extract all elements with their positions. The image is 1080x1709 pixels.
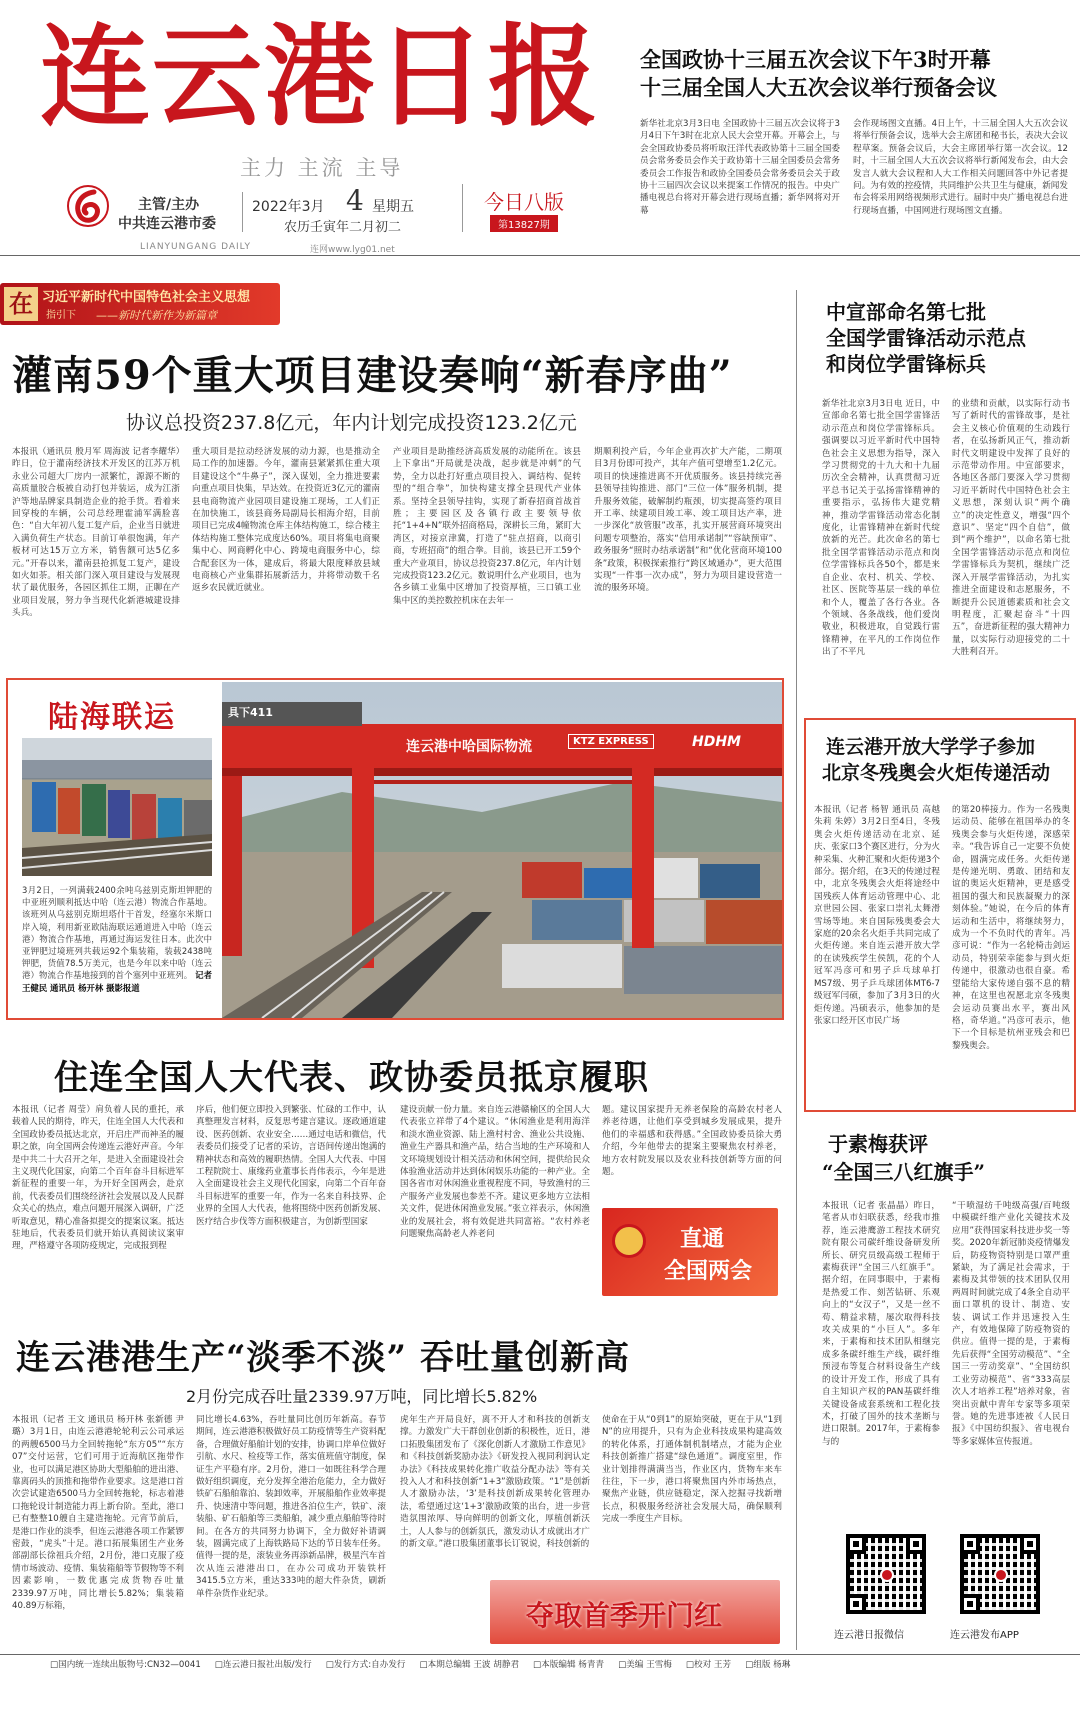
sponsor-line2: 中共连云港市委 xyxy=(118,216,216,232)
lead-col4: 期顺利投产后，今年企业再次扩大产能，二期项目3月份即可投产，其年产值可望增至1.2亿元。项目的快速推进离不开优质服务。该县持续完善县领导挂钩推进、部门“三位一体”服务机制，提升服务效能，破解制约瓶颈，切实提高签约项目开工率、续建项目竣工率、竣工项目达产率，进一步深化“放管服”改革，扎实开展营商环境突出问题专项整治，落实“信用承诺制”“容缺预审”、政务服务“照时办结承诺制”和“优化营商环境100条”政策，积极探索推行“跨区域通办”，更大范围实现“一件事一次办成”，努力为项目建设营造一流的服务环境。 xyxy=(594,447,782,594)
photo-credit: 记者 王健民 通讯员 杨开林 摄影报道 xyxy=(22,970,212,993)
lei-feng-headline2: 全国学雷锋活动示范点 xyxy=(826,326,1026,350)
torch-headline1: 连云港开放大学学子参加 xyxy=(826,736,1036,758)
npc-col2: 序后，他们便立即投入到繁张、忙碌的工作中，认真整理发言材料，反复思考建言建议。逐政通道建设、医药创新、农业安全……通过电话和微信，代表委员们接受了记者的采访，言语间传递出饱满的精神状态和高效的履职热情。全国人大代表、中国工程院院士、康缘药业董事长肖伟表示，今年是进入全面建设社会主义现代化国家，向第二个百年奋斗目标进军的重要一年，作为一名来自科技界、企业界的全国人大代表，他将围绕中医药创新发展、医疗结合步伐等方面积极建言，为创新型国家 xyxy=(196,1105,386,1227)
lead-col3: 产业项目是助推经济高质发展的动能所在。该县上下拿出“开局就是决战，起步就是冲刺”的气势，全力以赴打好重点项目投入、调结构、促转型的“组合拳”，加快构建支撑全县现代产业体系。坚持全县领导挂钩，实现了新春招商首战首胜；主要园区及各镇行政主要领导依托“1+4+N”联外招商格局，深耕长三角，紧盯大湾区，对接京津冀，打造了“驻点招商，以商引商，专班招商”的组合拳。目前，该县已开工59个重大产业项目，协议总投资237.8亿元，年内计划完成投资123.2亿元。数说明什么产业项目，也为各乡镇工业集中区增加了投资厚植，三口镇工业集中区的美控数控机床在去年一 xyxy=(393,447,581,606)
lead-headline: 灌南59个重大项目建设奏响“新春序曲” xyxy=(12,352,733,399)
wechat-qr-label: 连云港日报微信 xyxy=(834,1630,904,1641)
npc-col4: 题。建议国家提升无养老保险的高龄农村老人养老待遇，让他们享受到城乡发展成果，提升他们的幸福感和获得感。”全国政协委员徐大勇介绍，今年他带去的提案主要聚焦农村养老，地方农村院发展以及农业科技创新等方面的问题。 xyxy=(602,1105,782,1178)
date-month: 2022年3月 xyxy=(252,199,325,215)
lei-feng-headline3: 和岗位学雷锋标兵 xyxy=(826,352,986,376)
date-day: 4 xyxy=(346,184,364,217)
top-story-col1: 新华社北京3月3日电 全国政协十三届五次会议将于3月4日下午3时在北京人民大会堂开幕。开幕会上，与会全国政协委员将听取汪洋代表政协第十三届全国委员会常务委员会作关于政协第十三届全国委员会常务委员会工作报告和政协全国委员会常务委员会关于政协十三届四次会议以来提案工作情况的报告。中央广播电视总台将对开幕会进行现场直播；新华网将对开幕 xyxy=(640,119,840,216)
yu-sumei-headline1: 于素梅获评 xyxy=(828,1132,928,1156)
torch-col1: 本报讯（记者 杨智 通讯员 高越 朱莉 朱婷）3月2日至4日，冬残奥会火炬传递活动在北京、延庆、张家口3个赛区进行，分为火种采集、火种汇聚和火炬传递3个部分。据介绍，在3天的传递过程中，北京冬残奥会火炬将途经中国残疾人体育运动管理中心、北京世园公园、张家口崇礼太舞滑雪场等地。来自国际残奥委会大家庭的20余名火炬手共同完成了火炬传递。来自连云港开放大学的在读残疾学生侯凯，花的个人冠军冯彦可和男子乒乓球单打MS7级、男子乒乓球团体MT6-7级冠军闫硕，参加了3月3日的火炬传递。冯硕表示，他参加的是张家口经开区市民广场 xyxy=(814,805,940,1026)
crane-sign: 连云港中哈国际物流 xyxy=(406,739,532,755)
crane-sign-3: HDHM xyxy=(692,734,741,750)
top-story-headline2: 十三届全国人大五次会议举行预备会议 xyxy=(640,75,997,100)
app-qr-label: 连云港发布APP xyxy=(950,1630,1019,1641)
top-story-headline1: 全国政协十三届五次会议下午3时开幕 xyxy=(640,47,991,72)
issue-badge: 第13827期 xyxy=(490,215,558,232)
paper-logo-icon xyxy=(66,184,110,228)
national-emblem-icon xyxy=(612,1224,646,1258)
masthead-divider xyxy=(242,192,243,232)
yu-sumei-col2: “干喷湿纺千吨级高强/百吨级中模碳纤维产业化关键技术及应用”获得国家科技进步奖一等奖。2020年新冠肺炎疫情爆发后，防疫物资特别是口罩严重紧缺，为了满足社会需求，于素梅及其带领的技术团队仅用两周时间就完成了4条全自动平面口罩机的设计、制造、安装、调试工作并迅速投入生产，有效地保障了防疫物资的供应。值得一提的是，于素梅先后获得“全国劳动模范”、“全国三一劳动奖章”、“全国纺织工业劳动模范”、省“333高层次人才培养工程”培养对象，省突出贡献中青年专家等多项荣誉。她的先进事迹被《人民日报》《中国纺织报》、省电视台等多家媒体宣传报道。 xyxy=(952,1201,1070,1447)
port-subhead: 2月份完成吞吐量2339.97万吨，同比增长5.82% xyxy=(186,1387,538,1406)
quarter-banner xyxy=(490,1580,780,1644)
quarter-banner-text: 夺取首季开门红 xyxy=(526,1599,723,1632)
series-title: 习近平新时代中国特色社会主义思想 xyxy=(42,290,251,305)
date-weekday: 星期五 xyxy=(372,199,414,215)
masthead-rule xyxy=(0,255,1080,256)
photo-section xyxy=(6,678,784,1020)
photo-caption xyxy=(22,884,212,1016)
footer-proofreader: □校对 王芳 xyxy=(685,1660,732,1670)
sponsor-line1: 主管/主办 xyxy=(138,197,200,213)
footer-page-editor: □本版编辑 杨青青 xyxy=(533,1660,605,1670)
masthead-slogan: 主力 主流 主导 xyxy=(240,156,404,180)
footer-serial: □国内统一连续出版物号:CN32—0041 xyxy=(50,1660,201,1670)
footer-art-editor: □美编 王雪梅 xyxy=(618,1660,672,1670)
badge-line1: 直通 xyxy=(680,1226,725,1252)
npc-col1: 本报讯（记者 周莹）肩负着人民的重托，承载着人民的期待，昨天，住连全国人大代表和全国政协委员抵达北京，开启庄严而神圣的履职之旅，向全国两会传递连云港好声音。今年是中共二十大召开之年，是进入全面建设社会主义现代化国家，向第二个百年奋斗目标进军新征程的重要一年，为开好全国两会，赴京前，代表委员们围绕经济社会发展以及人民群众关心的热点，难点问题开展深入调研，广泛听取意见，精心准备拟提交的提案议案。抵达驻地后，代表委员们就开始认真阅读议案审理，严格遵守各项防疫规定，完成报到程 xyxy=(12,1105,184,1252)
app-qr-code xyxy=(960,1534,1040,1614)
port-photo xyxy=(222,682,782,1018)
footer-layout: □组版 杨琳 xyxy=(745,1660,791,1670)
lead-subhead: 协议总投资237.8亿元，年内计划完成投资123.2亿元 xyxy=(126,412,577,434)
masthead xyxy=(0,0,1080,255)
train-sign: 具下411 xyxy=(228,706,273,719)
series-tagline: ——新时代新作为新篇章 xyxy=(96,309,217,322)
npc-headline: 住连全国人大代表、政协委员抵京履职 xyxy=(54,1058,649,1098)
top-story-col2: 会作现场图文直播。4日上午，十三届全国人大五次会议将举行预备会议，选举大会主席团和秘书长，表决大会议程草案。预备会议后，大会主席团举行第一次会议。12时，十三届全国人大五次会议将举行新闻发布会，由大会发言人就大会议程和人大工作相关问题回答中外记者提问。为有效的控疫情，共同维护公共卫生与健康，新闻发布会将采用网络视频形式进行。届时中央广播电视总台进行现场直播，中国网进行现场图文直播。 xyxy=(853,119,1068,216)
masthead-title: 连云港日报 xyxy=(40,12,600,141)
crane-sign-2: KTZ EXPRESS xyxy=(568,734,654,749)
footer-rule xyxy=(0,1654,1080,1655)
wechat-qr-code xyxy=(846,1534,926,1614)
date-lunar: 农历壬寅年二月初二 xyxy=(284,220,402,235)
series-banner xyxy=(0,283,280,325)
website: 连网www.lyg01.net xyxy=(310,245,395,255)
yu-sumei-headline2: “全国三八红旗手” xyxy=(822,1160,986,1184)
right-column-rule xyxy=(796,290,797,1650)
port-col4: 使命在于从“0到1”的原始突破，更在于从“1到N”的应用提升，只有为企业科技成果构建高效的转化体系，打通体制机制堵点，才能为企业科技创新推广搭建“绿色通道”。调度室里，作业计划排得满满当当，作业区内，货物车来车往往，下一步，港口将聚焦国内外市场热点，聚焦产业链，供应链稳定，深入挖掘寻找新增长点，积极服务经济社会发展大局，确保顺利完成一季度生产目标。 xyxy=(602,1415,782,1525)
two-sessions-badge xyxy=(602,1208,778,1296)
series-sub: 指引下 xyxy=(46,310,76,321)
port-headline: 连云港港生产“淡季不淡” 吞吐量创新高 xyxy=(16,1338,630,1378)
lei-feng-col2: 的业绩和贡献，以实际行动书写了新时代的雷锋故事，是社会主义核心价值观的生动践行者，在弘扬新风正气，推动新时代文明建设中发挥了良好的示范带动作用。中宣部要求，各地区各部门要深入学习贯彻习近平新时代中国特色社会主义思想，深刻认识“两个确立”的决定性意义，增强“四个意识”、坚定“四个自信”，做到“两个维护”，以命名第七批全国学雷锋活动示范点和岗位学雷锋标兵为契机，继续广泛深入开展学雷锋活动，为扎实推进全面建设和志愿服务，不断提升公民道德素质和社会文明程度，汇聚起奋斗“十四五”，奋进新征程的强大精神力量，以实际行动迎接党的二十大胜利召开。 xyxy=(952,399,1070,658)
torch-headline2: 北京冬残奥会火炬传递活动 xyxy=(822,762,1051,784)
badge-line2: 全国两会 xyxy=(664,1258,753,1284)
port-col1: 本报讯（记者 王文 通讯员 杨开林 张新德 尹璐）3月1日，由连云港港轮轮利云公司承运的两艘6500马力全回转拖轮“东方05”“东方07”交付运营，它们可用于近海航区拖带作业，也可以满足港区协助大型船舶的进出港、靠离码头的顶推和拖带作业要求。这是港口首次尝试建造6500马力全回转拖轮，标志着港口拖轮设计制造能力再上新台阶。至此，港口已有整整10艘自主建造拖轮。元宵节前后，是港口作业的淡季，但连云港港各项工作紧锣密鼓，“虎头”十足。港口拓展集团生产业务部副部长徐祖兵介绍，2月份，港口克服了疫情市场波动、疫情、集装箱船等节假物等不利因素影响，一数优惠完成货物吞吐量2339.97万吨，同比增长5.82%；集装箱40.89万标箱， xyxy=(12,1415,184,1612)
lei-feng-col1: 新华社北京3月3日电 近日，中宣部命名第七批全国学雷锋活动示范点和岗位学雷锋标兵。强调要以习近平新时代中国特色社会主义思想为指导，深入学习贯彻党的十九大和十九届历次全会精神，认真贯彻习近平总书记关于弘扬雷锋精神的重要指示，弘扬伟大建党精神，推动学雷锋活动常态化制度化，让雷锋精神在新时代绽放新的光芒。此次命名的第七批全国学雷锋活动示范点和岗位学雷锋标兵各50个，都是来自企业、农村、机关、学校、社区、医院等基层一线的单位和个人，覆盖了各行各业。各个领域、各条战线，他们爱岗敬业，积极进取，自觉践行雷锋精神，在平凡的工作岗位作出了不平凡 xyxy=(822,399,940,658)
english-name: LIANYUNGANG DAILY xyxy=(140,242,251,252)
torch-col2: 的第20棒接力。作为一名残奥运动员、能够在祖国举办的冬残奥会参与火炬传递，深感荣幸。“我告诉自己一定要不负使命，圆满完成任务。火炬传递是传递光明、勇敢、团结和友谊的奥运火炬精神，更是感受祖国的强大和民族凝聚力的深刻体验。”她说，在今后的体育运动和生活中，将继续努力，成为一个不负时代的青年。冯彦可说：“作为一名轮椅击剑运动员，特别荣幸能参与到火炬传递中，很激动也很自豪。希望能给大家传递自强不息的精神，在这里也祝愿北京冬残奥会运动员赛出水平，赛出风格，奇华道。”冯彦可表示，他下一个目标是杭州亚残会和巴黎残奥会。 xyxy=(952,805,1070,1051)
photo-caption-text: 3月2日，一列满载2400余吨乌兹别克斯坦钾肥的中亚班列顺利抵达中哈（连云港）物流合作基地。该班列从乌兹别克斯坦塔什干首发，经塞尔米斯口岸入境，利用新亚欧陆海联运通道进入中哈（连云港）物流合作基地，再通过海运发往日本。此次中亚钾肥过境班列共载运92个集装箱，装载2438吨钾肥，货值78.5万美元，也是今年以来中哈（连云港）物流合作基地接到的首个塞列中亚班列。 xyxy=(22,885,212,981)
footer-publisher: □连云港日报社出版/发行 xyxy=(214,1660,312,1670)
footer-chief-editor: □本期总编辑 王波 胡静君 xyxy=(419,1660,520,1670)
lei-feng-headline1: 中宣部命名第七批 xyxy=(826,300,986,324)
lead-col2: 重大项目是拉动经济发展的动力源，也是推动全局工作的加速器。今年，灌南县紧紧抓住重大项目建设这个“牛鼻子”，深入谋划，全力推进要素向重点项目快集，早达效。在投资近3亿元的灌南县电商物流产业园项目建设施工现场，工人们正在加快施工，该县商务局副局长相海介绍，目前项目已完成4幢物流仓库主体结构施工，综合楼主体结构施工整体完成度达60%。项目将集电商聚集中心、网商孵化中心、跨境电商服务中心，综合配套区为一体，建成后，将最大限度释放县域电商核心产业集群拓展新活力，并将带动数千名返乡农民就近就业。 xyxy=(192,447,380,594)
photo-label: 陆海联运 xyxy=(48,700,176,735)
series-banner-seal: 在 xyxy=(4,287,38,321)
footer xyxy=(50,1658,1080,1674)
masthead-divider-2 xyxy=(462,184,463,232)
port-col3: 虎年生产开局良好，离不开人才和科技的创新支撑。力激发广大干群创业创新的积极性，近日，港口拓股集团发布了《深化创新人才激励工作意见》和《科技创新奖励办法》《研发投入视同利润认定办法》《科技成果转化推广收益分配办法》等有关投入人才和科技创新“1+3”激励政策。“1”是创新人才激励办法，‘3’是科技创新成果转化管理办法，希望通过这‘1+3’激励政策的出台，进一步营造氛围浓厚、导向鲜明的创新文化，厚植创新沃土，人人参与的创新氛氏，激发动认才成就出才广的新文章。”港口股集团董事长订锐说，科技创新的 xyxy=(400,1415,590,1550)
edition: 今日八版 xyxy=(484,190,564,214)
lead-col1: 本报讯（通讯员 殷月军 周海波 记者李耀华）昨日，位于灌南经济技术开发区的江苏万机永业公司超大厂房内一派繁忙，源源不断的高质量胶合板被自动打包并装运，成为江浙沪等地品牌家具制造企业的抢手货。看着来回穿梭的车辆，公司总经理霍浦军满脸喜色：“自大年初八复工复产后，企业当日就进入满负荷生产状态。目前订单很饱满，年产板材可达15万立方米，销售额可达5亿多元。”开春以来，灌南县抢抓复工复产，建设如火如荼。相关部门深入项目建设与发展现状了最优服务，各园区抓住工期，正聊在产业项目发展，努力争当现代化新港城建设排头兵。 xyxy=(12,447,180,619)
npc-col3: 建设贡献一份力量。来自连云港赣榆区的全国人大代表张立祥带了4个建议。“休闲渔业是利用海洋和淡水渔业资源、陆上渔村村舍、渔业公共设施、渔业生产器具和渔产品，结合当地的生产环境和人文环境规划设计相关活动和休闲空间，提供给民众体验渔业活动并达到休闲娱乐功能的一种产业。全国各省市对休闲渔业重视程度不同，导致渔村的三产服务产业发展也参差不齐。建议更多地方立法相关文件，促进休闲渔业发展。”张立祥表示，休闲渔业的发展社会，将有效促进共同富裕。“农村养老问题聚焦高龄老人养老问 xyxy=(400,1105,590,1240)
yu-sumei-col1: 本报讯（记者 张晶晶）昨日，笔者从市妇联获悉，经我市推荐，连云港鹰游工程技术研究院有限公司碳纤维设备研发所所长、研究员级高级工程师于素梅获评“全国三八红旗手”。据介绍，在同事眼中，于素梅是热爱工作、刻苦钻研、乐观向上的“女汉子”，又是一丝不苟、精益求精，屡次取得科技攻关成果的“小巨人”。多年来，于素梅和技术团队相继完成多条碳纤维生产线，碳纤维预浸布等复合材料设备生产线的设计开发工作，形成了具有自主知识产权的PAN基碳纤维关键设备成套系统和工程化技术，打破了国外的技术垄断与进口限制。2017年，于素梅参与的 xyxy=(822,1201,940,1447)
port-col2: 同比增长4.63%，吞吐量同比创历年新高。春节期间，连云港港积极做好员工防疫情等生产资料配备，合理做好船舶计划的安排，协调口岸单位做好引航、水尺、检疫等工作，落实值班值守制度，保证生产平稳有序。2月份，港口一如既往科学合理做好组织调度，充分发挥全港治危能力，全力做好铁矿石船舶靠泊、装卸效率，开展船舶作业效率提升、快速清中等问题，推进各泊位生产，铁矿、滚装船、矿石船舶等三类船舶，减少重点船舶等待时间。在各方的共同努力协调下，全力做好补请调装，圆满完成了上海铁路局下达的节日装车任务。值得一提的是，滚装业务再添新品牌，极星汽车首次从连云港港出口，在办公司成功开装铁杆3415.5立方米，重达333吨的超大件杂货，刷新单件杂货作业纪录。 xyxy=(196,1415,386,1599)
footer-distribution: □发行方式:自办发行 xyxy=(325,1660,406,1670)
train-photo xyxy=(22,738,212,876)
